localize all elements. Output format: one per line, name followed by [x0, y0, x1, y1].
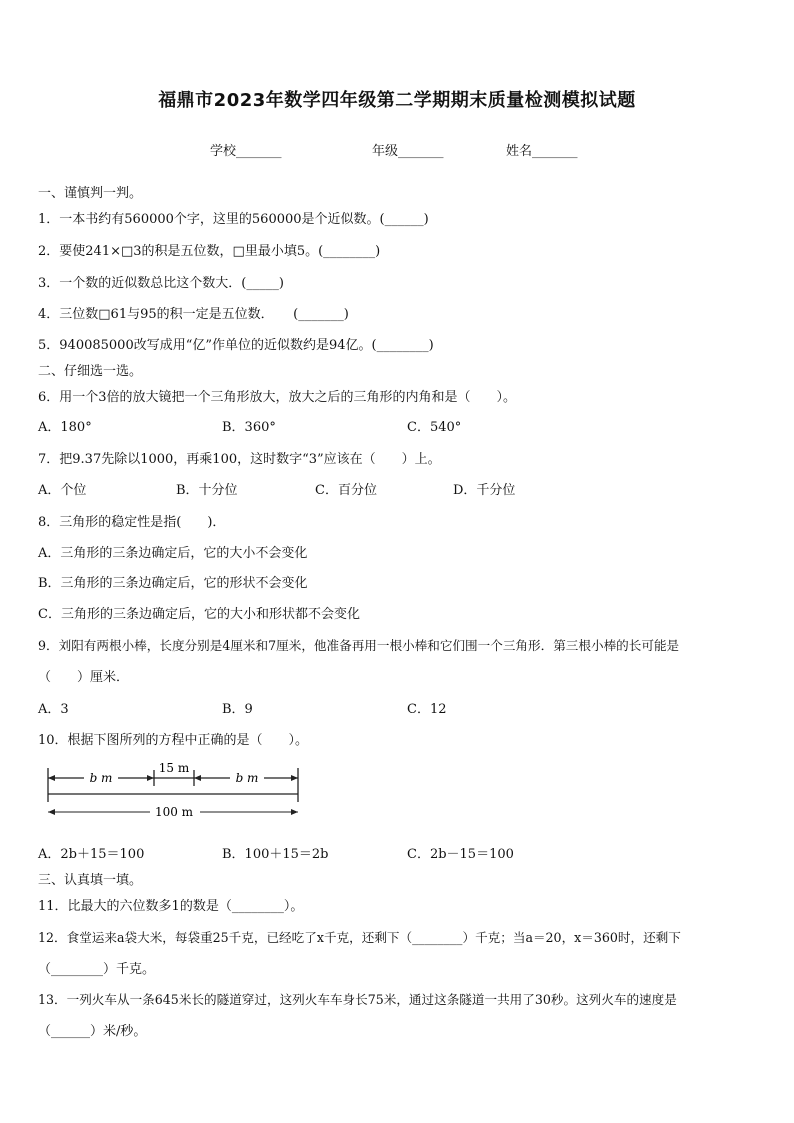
question-11: 11．比最大的六位数多1的数是（________）。: [38, 899, 304, 914]
question-12: 12．食堂运来a袋大米，每袋重25千克，已经吃了x千克，还剩下（________）千克；当a＝20，x＝360时，还剩下: [38, 930, 681, 945]
label-middle-segment: 15 m: [158, 761, 190, 775]
school-field: 学校_______: [210, 144, 282, 159]
question-2: 2．要使241×□3的积是五位数，□里最小填5。(________): [38, 244, 381, 259]
question-10: 10．根据下图所列的方程中正确的是（ ）。: [38, 733, 309, 748]
page-title: 福鼎市2023年数学四年级第二学期期末质量检测模拟试题: [158, 90, 636, 111]
option-a: A．个位: [38, 483, 87, 498]
name-field: 姓名_______: [506, 144, 578, 159]
question-6: 6．用一个3倍的放大镜把一个三角形放大，放大之后的三角形的内角和是（ ）。: [38, 390, 517, 405]
section-heading: 二、仔细选一选。: [38, 364, 143, 379]
option-d: D．千分位: [453, 483, 516, 498]
option-c: C．540°: [407, 420, 462, 435]
question-4: 4．三位数□61与95的积一定是五位数． (_______): [38, 307, 349, 322]
option-b: B．十分位: [176, 483, 238, 498]
option-c: C．12: [407, 702, 447, 717]
option-b: B．9: [222, 702, 253, 717]
option-a: A．3: [38, 702, 69, 717]
option-b: B．100＋15＝2b: [222, 847, 329, 862]
option-b: B．360°: [222, 420, 276, 435]
question-13: 13．一列火车从一条645米长的隧道穿过，这列火车车身长75米，通过这条隧道一共用了30秒。这列火车的速度是: [38, 992, 677, 1007]
option-a: A．180°: [38, 420, 92, 435]
section-heading: 一、谨慎判一判。: [38, 186, 143, 201]
option-c: C．2b－15＝100: [407, 847, 514, 862]
segment-diagram: [40, 760, 310, 832]
grade-field: 年级_______: [372, 144, 444, 159]
option-a: A．2b＋15＝100: [38, 847, 145, 862]
option-a: A．三角形的三条边确定后，它的大小不会变化: [38, 546, 308, 561]
label-total: 100 m: [154, 805, 194, 819]
question-8: 8．三角形的稳定性是指( )．: [38, 515, 226, 530]
question-9: 9．刘阳有两根小棒，长度分别是4厘米和7厘米，他准备再用一根小棒和它们围一个三角形．第三根小棒的长可能是: [38, 638, 680, 653]
question-5: 5．940085000改写成用“亿”作单位的近似数约是94亿。(________): [38, 338, 434, 353]
option-b: B．三角形的三条边确定后，它的形状不会变化: [38, 576, 308, 591]
label-left-segment: b m: [89, 771, 113, 785]
section-heading: 三、认真填一填。: [38, 873, 143, 888]
question-13-cont: （______）米/秒。: [38, 1024, 147, 1039]
question-9-cont: （ ）厘米．: [38, 670, 130, 685]
option-c: C．三角形的三条边确定后，它的大小和形状都不会变化: [38, 607, 360, 622]
label-right-segment: b m: [235, 771, 259, 785]
option-c: C．百分位: [315, 483, 377, 498]
question-3: 3．一个数的近似数总比这个数大．(_____): [38, 276, 284, 291]
question-12-cont: （________）千克。: [38, 962, 156, 977]
question-7: 7．把9.37先除以1000，再乘100，这时数字“3”应该在（ ）上。: [38, 452, 441, 467]
question-1: 1．一本书约有560000个字，这里的560000是个近似数。(______): [38, 212, 429, 227]
